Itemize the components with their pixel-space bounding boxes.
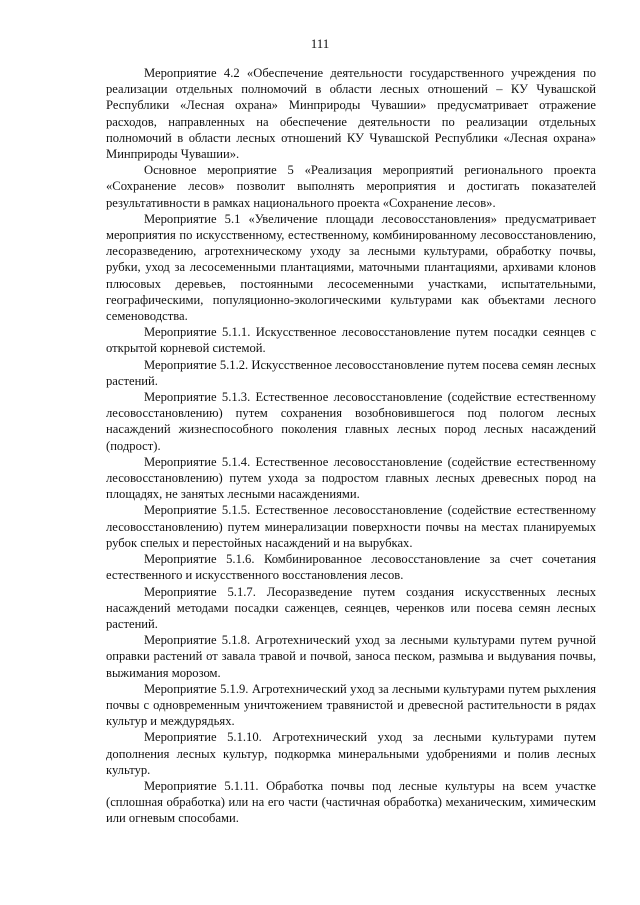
paragraph-measure-5-1: Мероприятие 5.1 «Увеличение площади лесовосстановления» предусматривает мероприятия по искусственному, естественному, комбинированному лесовосстановлению, лесоразведению, агротехническому уходу за лесными культурами, обработку почвы, рубки, уход за лесосеменными плантациями, маточными плантациями, архивами клонов плюсовых деревьев, постоянными лесосеменными участками, испытательными, географическими, популяционно-экологическими культурами как объектами лесного семеноводства. (106, 211, 596, 324)
paragraph-measure-4-2: Мероприятие 4.2 «Обеспечение деятельности государственного учреждения по реализации отдельных полномочий в области лесных отношений – КУ Чувашской Республики «Лесная охрана» Минприроды Чувашии» предусматривает отражение расходов, направленных на обеспечение деятельности по реализации отдельных полномочий в области лесных отношений КУ Чувашской Республики «Лесная охрана» Минприроды Чувашии». (106, 66, 596, 162)
page-number: 111 (310, 36, 330, 51)
paragraph-measure-5-1-11: Мероприятие 5.1.11. Обработка почвы под лесные культуры на всем участке (сплошная обработка) или на его части (частичная обработка) механическим, химическим или огневым способами. (106, 778, 596, 826)
body-text (106, 65, 596, 827)
paragraph-measure-5-1-3: Мероприятие 5.1.3. Естественное лесовосстановление (содействие естественному лесовосстановлению) путем сохранения возобновившегося под пологом лесных насаждений жизнеспособного поколения главных лесных пород лесных насаждений (подрост). (106, 390, 596, 453)
paragraph-measure-5-1-2: Мероприятие 5.1.2. Искусственное лесовосстановление путем посева семян лесных растений. (106, 357, 596, 388)
paragraph-measure-5-1-9: Мероприятие 5.1.9. Агротехнический уход за лесными культурами путем рыхления почвы с одновременным уничтожением травянистой и древесной растительности в рядах культур и междурядьях. (106, 681, 596, 729)
paragraph-measure-5-1-6: Мероприятие 5.1.6. Комбинированное лесовосстановление за счет сочетания естественного и искусственного восстановления лесов. (106, 552, 596, 583)
paragraph-measure-5-1-5: Мероприятие 5.1.5. Естественное лесовосстановление (содействие естественному лесовосстановлению) путем минерализации поверхности почвы на местах планируемых рубок спелых и перестойных насаждений и на вырубках. (106, 503, 596, 550)
paragraph-main-measure-5: Основное мероприятие 5 «Реализация мероприятий регионального проекта «Сохранение лесов» позволит выполнять мероприятия и достигать показателей результативности в рамках национального проекта «Сохранение лесов». (106, 163, 596, 210)
paragraph-measure-5-1-1: Мероприятие 5.1.1. Искусственное лесовосстановление путем посадки сеянцев с открытой корневой системой. (106, 325, 596, 356)
paragraph-measure-5-1-4: Мероприятие 5.1.4. Естественное лесовосстановление (содействие естественному лесовосстановлению) путем ухода за подростом главных лесных древесных пород на площадях, не занятых лесными насаждениями. (106, 454, 596, 502)
paragraph-measure-5-1-7: Мероприятие 5.1.7. Лесоразведение путем создания искусственных лесных насаждений методами посадки саженцев, сеянцев, черенков или посева семян лесных растений. (106, 584, 596, 631)
paragraph-measure-5-1-8: Мероприятие 5.1.8. Агротехнический уход за лесными культурами путем ручной оправки растений от завала травой и почвой, заноса песком, размыва и выдувания почвы, выжимания морозом. (106, 633, 596, 680)
paragraph-measure-5-1-10: Мероприятие 5.1.10. Агротехнический уход за лесными культурами путем дополнения лесных культур, подкормка минеральными удобрениями и полив лесных культур. (106, 730, 596, 777)
